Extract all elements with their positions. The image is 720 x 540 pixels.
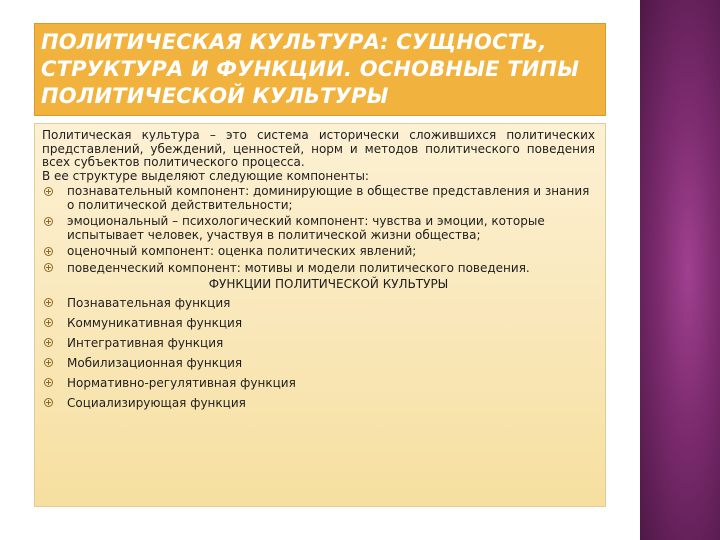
component-text: поведенческий компонент: мотивы и модели политического поведения. xyxy=(67,260,530,275)
definition-paragraph: Политическая культура – это система исторически сложившихся политических представлений, убеждений, ценностей, норм и методов политического поведения всех субъектов политического процесса. xyxy=(42,128,595,169)
list-item xyxy=(42,317,595,331)
circled-plus-icon xyxy=(44,398,53,407)
list-item xyxy=(42,297,595,311)
functions-list xyxy=(42,297,595,411)
circled-plus-icon xyxy=(44,318,53,327)
list-item xyxy=(42,245,595,259)
function-text: Нормативно-регулятивная функция xyxy=(67,375,296,390)
functions-heading: ФУНКЦИИ ПОЛИТИЧЕСКОЙ КУЛЬТУРЫ xyxy=(208,277,449,291)
function-text: Мобилизационная функция xyxy=(67,355,243,370)
list-item xyxy=(42,215,595,242)
circled-plus-icon xyxy=(44,217,53,226)
circled-plus-icon xyxy=(44,338,53,347)
title-box xyxy=(34,23,606,116)
list-item xyxy=(42,377,595,391)
slide-title: ПОЛИТИЧЕСКАЯ КУЛЬТУРА: СУЩНОСТЬ, СТРУКТУРА И ФУНКЦИИ. ОСНОВНЫЕ ТИПЫ ПОЛИТИЧЕСКОЙ КУЛЬТУРЫ xyxy=(41,30,580,108)
content-box xyxy=(34,123,606,507)
function-text: Коммуникативная функция xyxy=(67,315,243,330)
list-item xyxy=(42,357,595,371)
component-text: оценочный компонент: оценка политических явлений; xyxy=(67,244,417,258)
circled-plus-icon xyxy=(44,187,53,196)
list-item xyxy=(42,262,595,276)
function-text: Социализирующая функция xyxy=(67,395,246,410)
list-item xyxy=(42,397,595,411)
circled-plus-icon xyxy=(44,247,53,256)
circled-plus-icon xyxy=(44,263,53,272)
function-text: Интегративная функция xyxy=(67,335,224,350)
structure-intro: В ее структуре выделяют следующие компоненты: xyxy=(42,168,369,183)
components-list xyxy=(42,185,595,275)
circled-plus-icon xyxy=(44,358,53,367)
circled-plus-icon xyxy=(44,378,53,387)
component-text: познавательный компонент: доминирующие в обществе представления и знания о политической действительности; xyxy=(67,184,590,212)
list-item xyxy=(42,337,595,351)
component-text: эмоциональный – психологический компонент: чувства и эмоции, которые испытывает человек, участвуя в политической жизни общества; xyxy=(67,214,545,242)
list-item xyxy=(42,185,595,212)
function-text: Познавательная функция xyxy=(67,295,231,310)
decorative-side-strip xyxy=(640,0,720,540)
circled-plus-icon xyxy=(44,298,53,307)
